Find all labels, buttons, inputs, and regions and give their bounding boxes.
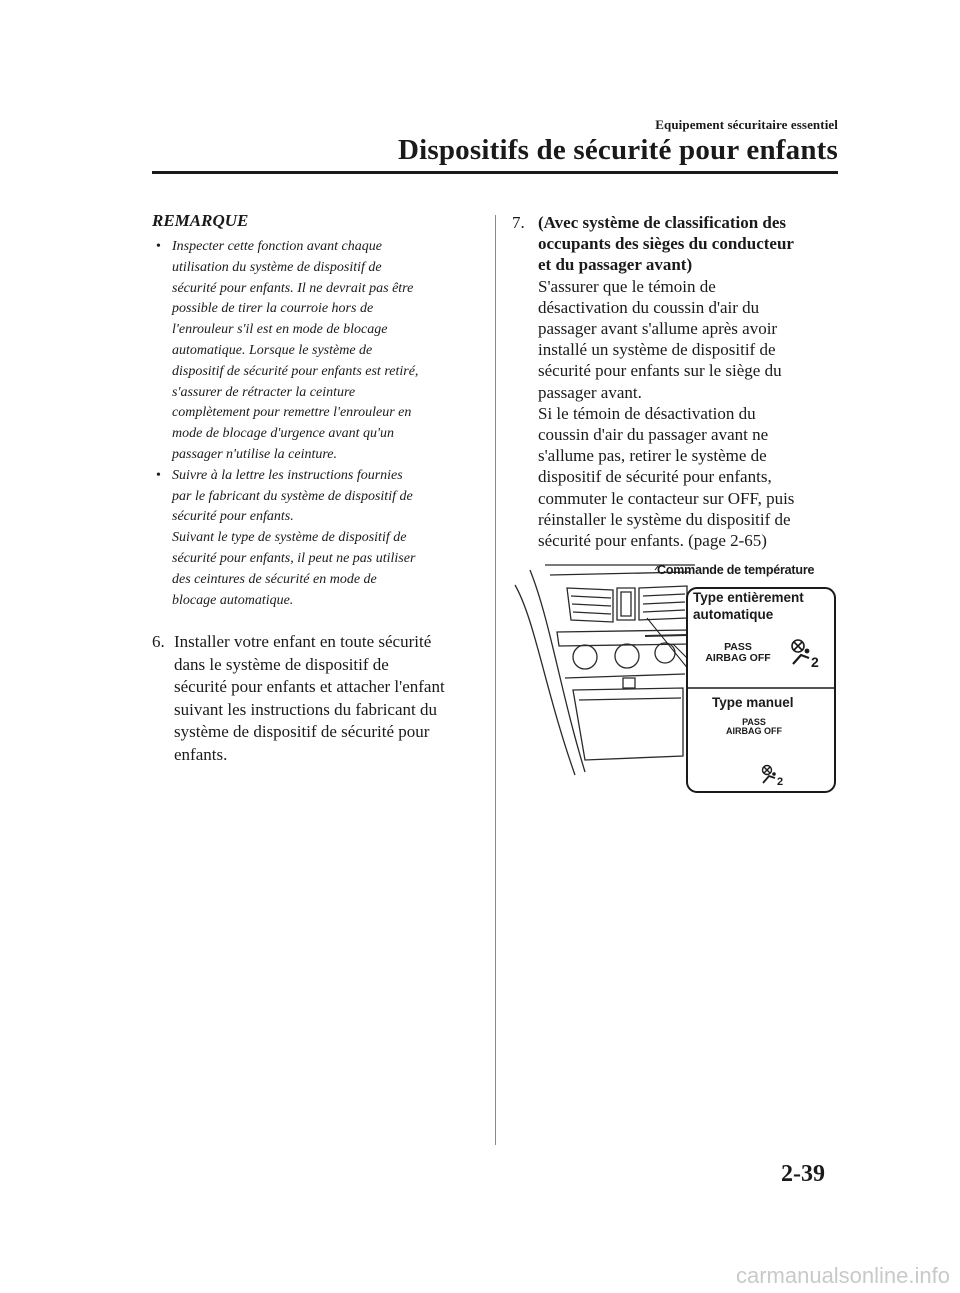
note-line: sécurité pour enfants, il peut ne pas utiliser: [172, 550, 416, 566]
note-line: sécurité pour enfants. Il ne devrait pas être: [172, 280, 414, 296]
note-line: Inspecter cette fonction avant chaque: [172, 239, 382, 254]
step-line: s'allume pas, retirer le système de: [538, 446, 767, 466]
step-line: sécurité pour enfants. (page 2-65): [538, 531, 767, 551]
note-line: sécurité pour enfants.: [172, 509, 294, 525]
step-number: 7.: [512, 213, 525, 232]
note-heading: REMARQUE: [152, 211, 249, 230]
note-line: s'assurer de rétracter la ceinture: [172, 384, 356, 400]
indicator-line: AIRBAG OFF: [726, 726, 782, 736]
manual-type-label: Type manuel: [712, 695, 794, 710]
page-number: 2-39: [781, 1161, 825, 1187]
step-line: commuter le contacteur sur OFF, puis: [538, 488, 795, 508]
step-line: installé un système de dispositif de: [538, 340, 776, 360]
note-line: mode de blocage d'urgence avant qu'un: [172, 426, 395, 442]
note-line: des ceintures de sécurité en mode de: [172, 571, 377, 587]
page-title: Dispositifs de sécurité pour enfants: [397, 134, 838, 166]
note-list: [152, 237, 474, 611]
seat-number-manual: 2: [777, 776, 784, 788]
step-line: Installer votre enfant en toute sécurité: [174, 632, 432, 652]
note-line: passager n'utilise la ceinture.: [172, 446, 338, 462]
bullet-icon: •: [156, 239, 161, 254]
step-line: passager avant s'allume après avoir: [538, 319, 778, 339]
header-rule: [152, 171, 838, 174]
step-line: sécurité pour enfants et attacher l'enfant: [174, 677, 445, 697]
step-line: Si le témoin de désactivation du: [538, 403, 756, 423]
step-line: désactivation du coussin d'air du: [538, 297, 760, 317]
note-line: Suivre à la lettre les instructions fournies: [172, 467, 403, 483]
step-line: réinstaller le système du dispositif de: [538, 509, 791, 529]
step-line: dans le système de dispositif de: [174, 654, 389, 674]
left-column: [152, 211, 474, 766]
step-condition: (Avec système de classification des: [538, 213, 787, 232]
step-line: S'assurer que le témoin de: [538, 276, 716, 296]
step-line: sécurité pour enfants sur le siège du: [538, 361, 782, 381]
step-number: 6.: [152, 632, 165, 652]
note-line: dispositif de sécurité pour enfants est retiré,: [172, 363, 419, 379]
note-line: possible de tirer la courroie hors de: [172, 301, 374, 317]
note-line: par le fabricant du système de dispositif de: [172, 488, 413, 504]
note-line: utilisation du système de dispositif de: [172, 259, 382, 275]
seat-number: 2: [811, 654, 819, 670]
step-condition: et du passager avant): [538, 255, 693, 275]
section-header: Equipement sécuritaire essentiel: [655, 117, 838, 132]
step-7: [512, 212, 842, 551]
step-condition: occupants des sièges du conducteur: [538, 234, 794, 254]
bullet-icon: •: [156, 467, 161, 483]
note-bullet-1: [152, 237, 474, 466]
step-line: coussin d'air du passager avant ne: [538, 425, 769, 445]
note-bullet-2: [152, 466, 474, 612]
note-line: Suivant le type de système de dispositif de: [172, 530, 407, 546]
step-6: [152, 631, 474, 766]
note-line: l'enrouleur s'il est en mode de blocage: [172, 322, 388, 338]
step-line: dispositif de sécurité pour enfants,: [538, 467, 772, 487]
indicator-line: AIRBAG OFF: [705, 652, 771, 664]
automatic-type-label: Type entièrement automatique: [693, 590, 804, 622]
note-line: blocage automatique.: [172, 592, 294, 608]
pass-airbag-off-indicator: [701, 642, 775, 664]
airbag-indicator-illustration: [505, 560, 840, 805]
indicator-line: PASS: [724, 641, 752, 653]
step-line: enfants.: [174, 744, 228, 764]
note-line: automatique. Lorsque le système de: [172, 342, 373, 358]
step-line: système de dispositif de sécurité pour: [174, 722, 430, 742]
step-line: passager avant.: [538, 382, 642, 402]
column-divider: [495, 215, 496, 1145]
step-line: suivant les instructions du fabricant du: [174, 699, 437, 719]
right-column: [512, 212, 842, 551]
note-line: complètement pour remettre l'enrouleur en: [172, 405, 412, 421]
watermark: carmanualsonline.info: [735, 1263, 950, 1288]
pass-airbag-off-indicator-manual: [721, 718, 787, 736]
temperature-control-label: Commande de température: [657, 563, 815, 577]
indicator-line: PASS: [742, 717, 766, 727]
